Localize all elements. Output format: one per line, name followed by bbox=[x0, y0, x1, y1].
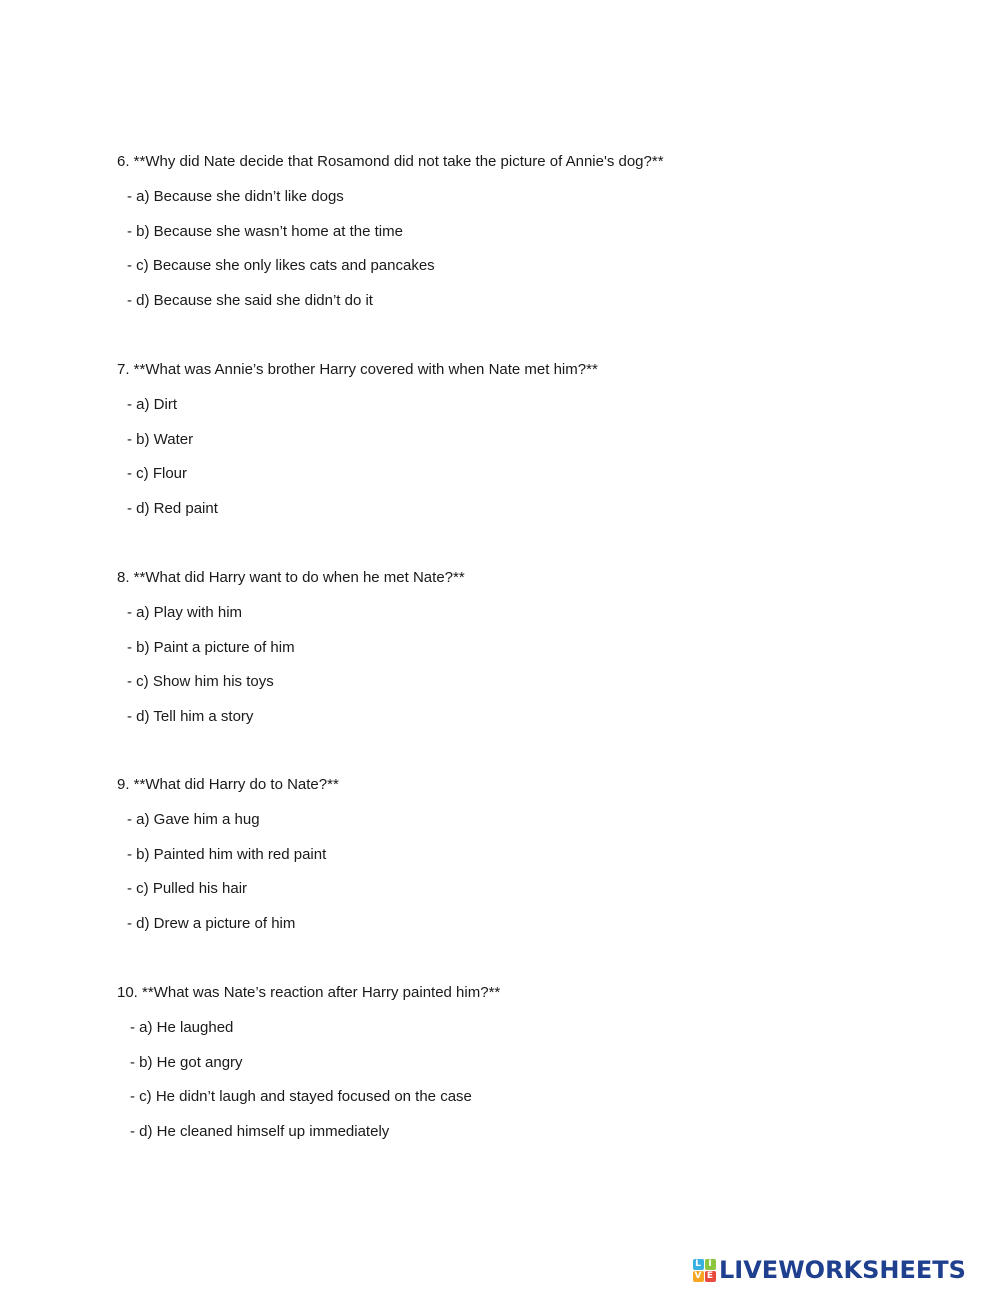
question-title: 9. **What did Harry do to Nate?** bbox=[117, 776, 339, 793]
question-title: 6. **Why did Nate decide that Rosamond did not take the picture of Annie's dog?** bbox=[117, 153, 664, 170]
logo-mark-letter: L bbox=[693, 1259, 704, 1270]
logo-text: LIVEWORKSHEETS bbox=[719, 1256, 966, 1284]
answer-option: - b) Painted him with red paint bbox=[127, 845, 327, 863]
answer-option: - a) Dirt bbox=[127, 396, 177, 413]
logo-mark-letter: E bbox=[705, 1271, 716, 1282]
answer-option: - c) Pulled his hair bbox=[127, 880, 248, 898]
answer-option: - d) Because she said she didn’t do it bbox=[127, 291, 373, 309]
answer-option: - a) Play with him bbox=[127, 604, 243, 621]
answer-option: - a) Gave him a hug bbox=[127, 811, 260, 828]
question-title: 8. **What did Harry want to do when he met Nate?** bbox=[117, 569, 465, 586]
answer-option: - a) Because she didn’t like dogs bbox=[127, 188, 344, 205]
question-9 bbox=[117, 776, 937, 933]
question-8 bbox=[117, 569, 937, 726]
answer-option: - b) He got angry bbox=[130, 1053, 243, 1071]
question-title: 10. **What was Nate’s reaction after Harry painted him?** bbox=[117, 984, 501, 1001]
question-title: 7. **What was Annie’s brother Harry covered with when Nate met him?** bbox=[117, 361, 598, 378]
answer-option: - b) Paint a picture of him bbox=[127, 638, 295, 656]
question-7 bbox=[117, 361, 937, 518]
answer-option: - b) Water bbox=[127, 430, 194, 448]
answer-option: - a) He laughed bbox=[130, 1019, 234, 1036]
logo-mark-letter: V bbox=[693, 1271, 704, 1282]
logo-mark-letter: I bbox=[705, 1259, 716, 1270]
answer-option: - d) Drew a picture of him bbox=[127, 914, 296, 932]
question-10 bbox=[117, 984, 937, 1141]
question-6 bbox=[117, 153, 937, 310]
logo-mark-icon bbox=[692, 1258, 716, 1282]
answer-option: - c) Flour bbox=[127, 465, 187, 483]
answer-option: - c) He didn’t laugh and stayed focused on the case bbox=[130, 1088, 472, 1106]
answer-option: - c) Because she only likes cats and pancakes bbox=[127, 257, 435, 275]
answer-option: - d) Tell him a story bbox=[127, 707, 254, 725]
answer-option: - d) He cleaned himself up immediately bbox=[130, 1122, 390, 1140]
answer-option: - b) Because she wasn’t home at the time bbox=[127, 222, 403, 240]
liveworksheets-logo bbox=[692, 1255, 966, 1285]
answer-option: - d) Red paint bbox=[127, 499, 218, 517]
answer-option: - c) Show him his toys bbox=[127, 673, 274, 691]
